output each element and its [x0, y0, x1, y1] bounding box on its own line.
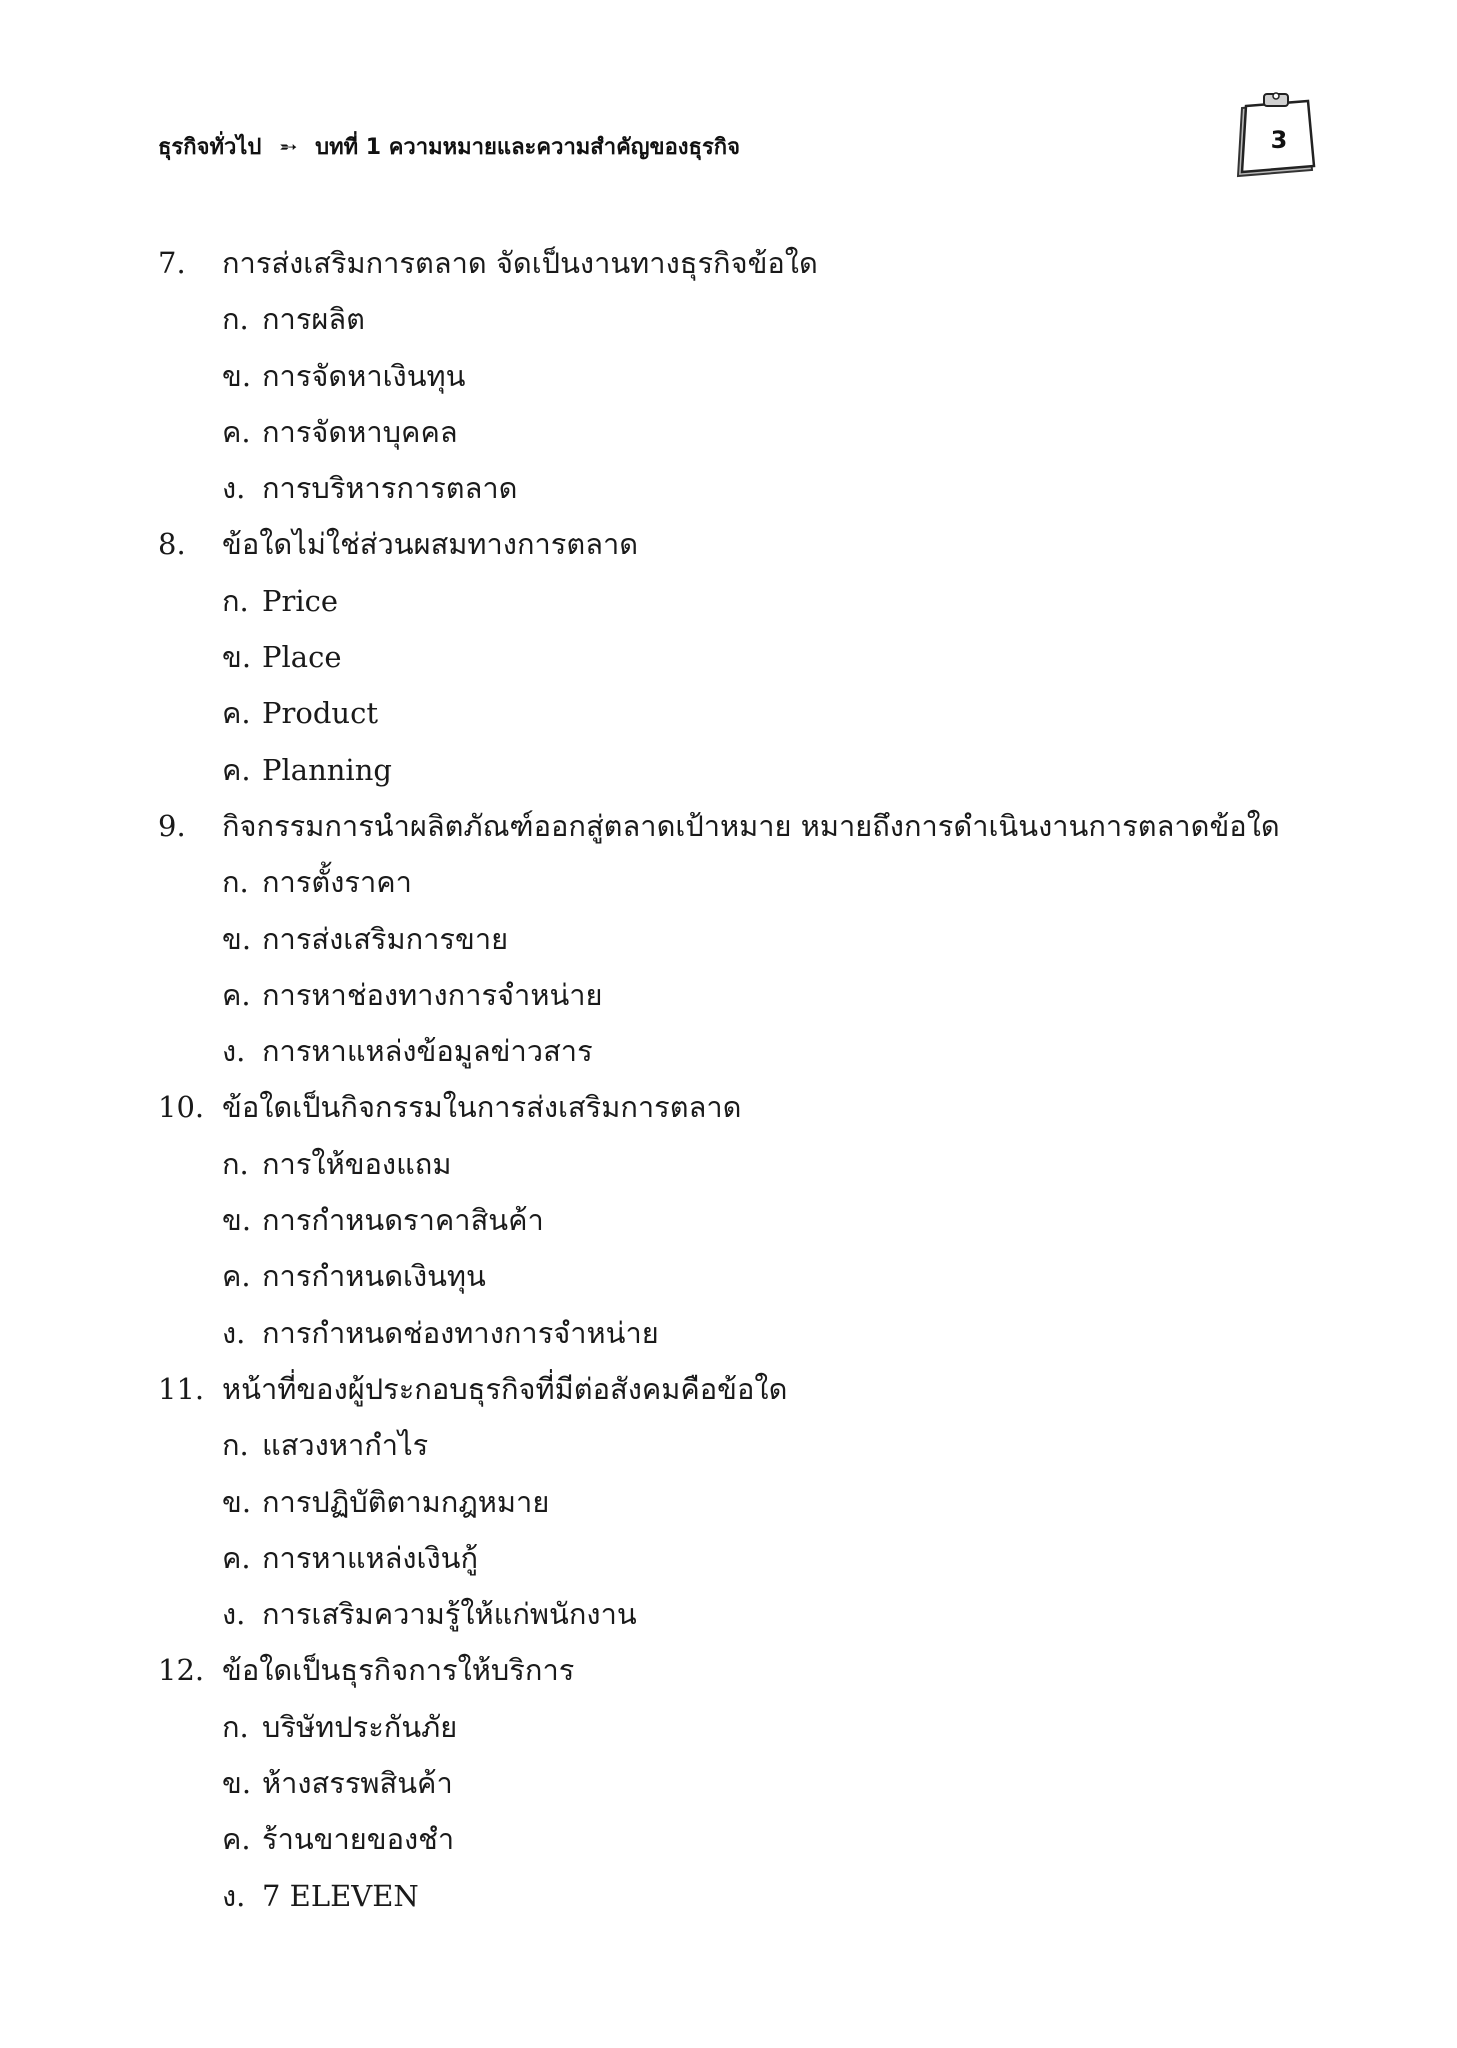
answer-option — [158, 573, 1358, 629]
option-text: การหาแหล่งข้อมูลข่าวสาร — [262, 1034, 593, 1069]
option-label: ค. — [222, 1259, 251, 1294]
option-text: การตั้งราคา — [262, 865, 412, 900]
answer-option — [158, 291, 1358, 347]
question-number: 7. — [158, 246, 186, 280]
option-label: ค. — [222, 696, 251, 731]
question-line — [158, 235, 1358, 291]
question-number: 8. — [158, 527, 186, 562]
answer-option — [158, 685, 1358, 741]
option-label: ก. — [222, 1428, 249, 1463]
answer-option — [158, 967, 1358, 1023]
option-label: ค. — [222, 1540, 251, 1575]
option-text: การหาช่องทางการจำหน่าย — [262, 977, 603, 1012]
option-text: Planning — [262, 752, 392, 787]
question-number: 12. — [158, 1653, 205, 1688]
option-text: Product — [262, 696, 378, 731]
option-label: ง. — [222, 1034, 246, 1069]
option-text: แสวงหากำไร — [262, 1428, 429, 1463]
question-text: ข้อใดไม่ใช่ส่วนผสมทางการตลาด — [222, 527, 639, 562]
option-label: ข. — [222, 1766, 252, 1801]
page-number-badge — [1228, 86, 1318, 182]
question-item — [158, 516, 1358, 797]
answer-option — [158, 1586, 1358, 1642]
answer-option — [158, 1136, 1358, 1192]
option-text: การกำหนดเงินทุน — [262, 1259, 486, 1294]
option-label: ก. — [222, 1146, 249, 1181]
option-text: การผลิต — [262, 302, 366, 337]
answer-option — [158, 1417, 1358, 1473]
arrow-icon: ➵ — [279, 135, 298, 160]
option-label: ค. — [222, 752, 251, 787]
question-line — [158, 1642, 1358, 1698]
option-label: ค. — [222, 977, 251, 1012]
option-text: การส่งเสริมการขาย — [262, 921, 509, 956]
option-label: ก. — [222, 865, 249, 900]
option-label: ข. — [222, 358, 252, 393]
answer-option — [158, 1023, 1358, 1079]
option-label: ค. — [222, 1822, 251, 1857]
question-item — [158, 1079, 1358, 1360]
option-label: ข. — [222, 921, 252, 956]
option-label: ก. — [222, 302, 249, 337]
question-number: 11. — [158, 1371, 205, 1406]
option-text: การจัดหาบุคคล — [262, 414, 458, 449]
page-number: 3 — [1270, 126, 1288, 154]
answer-option — [158, 1305, 1358, 1361]
question-number: 10. — [158, 1090, 205, 1125]
option-text: การหาแหล่งเงินกู้ — [262, 1540, 479, 1575]
option-text: การให้ของแถม — [262, 1146, 452, 1181]
option-text: การปฏิบัติตามกฎหมาย — [262, 1484, 550, 1519]
option-label: ค. — [222, 414, 251, 449]
question-text: ข้อใดเป็นธุรกิจการให้บริการ — [222, 1653, 575, 1688]
header-subject: ธุรกิจทั่วไป — [158, 135, 262, 160]
option-label: ง. — [222, 1315, 246, 1350]
answer-option — [158, 460, 1358, 516]
answer-option — [158, 1192, 1358, 1248]
option-text: การบริหารการตลาด — [262, 471, 518, 506]
option-label: ง. — [222, 1597, 246, 1632]
question-line — [158, 516, 1358, 572]
option-text: บริษัทประกันภัย — [262, 1709, 458, 1744]
option-label: ข. — [222, 1203, 252, 1238]
option-text: Place — [262, 640, 342, 675]
question-item — [158, 798, 1358, 1079]
question-line — [158, 1079, 1358, 1135]
option-label: ก. — [222, 583, 249, 618]
question-text: ข้อใดเป็นกิจกรรมในการส่งเสริมการตลาด — [222, 1090, 742, 1125]
option-label: ง. — [222, 471, 246, 506]
question-line — [158, 1361, 1358, 1417]
answer-option — [158, 348, 1358, 404]
answer-option — [158, 404, 1358, 460]
answer-option — [158, 1868, 1358, 1924]
question-item — [158, 1361, 1358, 1642]
option-text: การกำหนดราคาสินค้า — [262, 1203, 544, 1238]
answer-option — [158, 854, 1358, 910]
page-header — [158, 128, 1058, 168]
question-item — [158, 235, 1358, 516]
option-text: การเสริมความรู้ให้แก่พนักงาน — [262, 1597, 637, 1632]
question-text: หน้าที่ของผู้ประกอบธุรกิจที่มีต่อสังคมคือข้อใด — [222, 1371, 788, 1406]
option-label: ง. — [222, 1878, 246, 1913]
question-line — [158, 798, 1358, 854]
option-label: ก. — [222, 1709, 249, 1744]
answer-option — [158, 1530, 1358, 1586]
question-list — [158, 235, 1358, 1924]
option-text: Price — [262, 583, 339, 618]
option-text: การกำหนดช่องทางการจำหน่าย — [262, 1315, 659, 1350]
answer-option — [158, 1699, 1358, 1755]
answer-option — [158, 629, 1358, 685]
option-label: ข. — [222, 640, 252, 675]
answer-option — [158, 911, 1358, 967]
question-item — [158, 1642, 1358, 1923]
answer-option — [158, 1811, 1358, 1867]
answer-option — [158, 742, 1358, 798]
option-text: ร้านขายของชำ — [262, 1822, 455, 1857]
option-text: 7 ELEVEN — [262, 1878, 419, 1913]
header-chapter-title: บทที่ 1 ความหมายและความสำคัญของธุรกิจ — [315, 135, 740, 160]
answer-option — [158, 1755, 1358, 1811]
question-text: การส่งเสริมการตลาด จัดเป็นงานทางธุรกิจข้อใด — [222, 246, 818, 280]
answer-option — [158, 1248, 1358, 1304]
answer-option — [158, 1474, 1358, 1530]
option-text: ห้างสรรพสินค้า — [262, 1766, 453, 1801]
question-number: 9. — [158, 808, 186, 843]
option-text: การจัดหาเงินทุน — [262, 358, 466, 393]
option-label: ข. — [222, 1484, 252, 1519]
question-text: กิจกรรมการนำผลิตภัณฑ์ออกสู่ตลาดเป้าหมาย หมายถึงการดำเนินงานการตลาดข้อใด — [222, 808, 1280, 843]
